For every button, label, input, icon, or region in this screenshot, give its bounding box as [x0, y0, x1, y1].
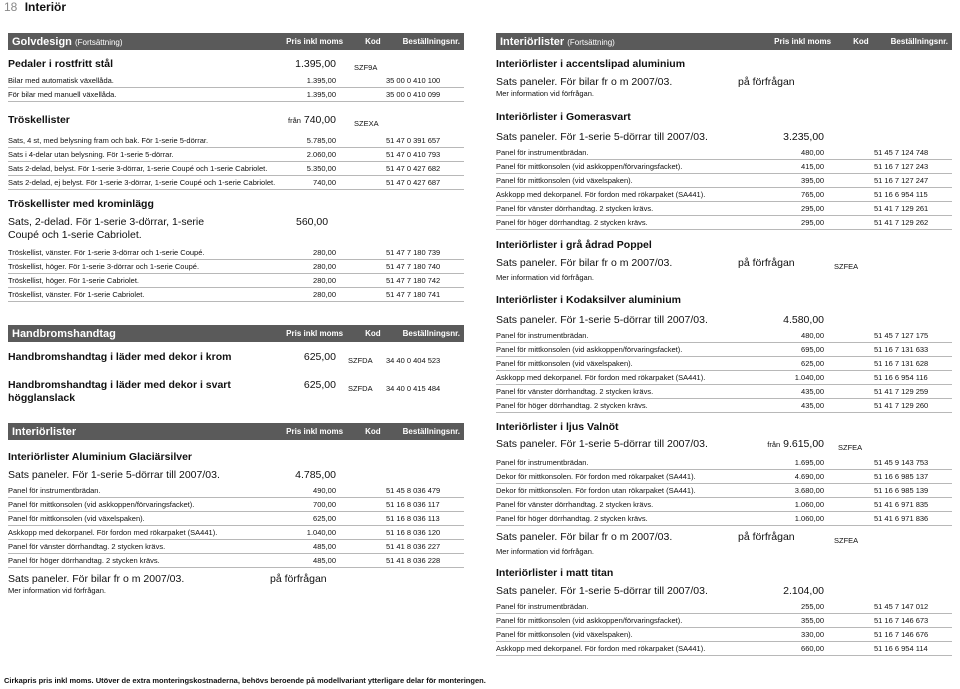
row-code — [824, 458, 874, 467]
table-row — [496, 498, 952, 512]
row-price: 355,00 — [801, 616, 824, 625]
table-row — [496, 216, 952, 230]
table-row — [496, 456, 952, 470]
row-price: 295,00 — [801, 204, 824, 213]
row-price: 485,00 — [313, 542, 336, 551]
price: 740,00 — [303, 114, 336, 126]
pedaler-rows — [8, 74, 464, 102]
ordernr-header: Beställningsnr. — [402, 329, 460, 338]
row-price: 415,00 — [801, 162, 824, 171]
set-price: 4.580,00 — [783, 314, 824, 326]
poppel-note: Mer information vid förfrågan. — [496, 273, 594, 282]
row-description: Panel för instrumentbrädan. — [496, 331, 589, 340]
row-description: Panel för mittkonsolen (vid växelspaken). — [496, 630, 633, 639]
price-header: Pris inkl moms — [286, 427, 344, 436]
kodak-set — [496, 310, 952, 327]
row-price: 1.395,00 — [306, 90, 336, 99]
accent-note: Mer information vid förfrågan. — [496, 89, 594, 98]
row-code — [824, 176, 874, 185]
row-order-number: 51 16 7 127 243 — [874, 162, 929, 171]
row-price: 700,00 — [313, 500, 336, 509]
row-price: 1.040,00 — [794, 373, 824, 382]
row-price: 280,00 — [313, 290, 336, 299]
set-price: 2.104,00 — [783, 585, 824, 597]
table-row — [8, 148, 464, 162]
row-order-number: 51 47 0 391 657 — [386, 136, 441, 145]
row-price: 490,00 — [313, 486, 336, 495]
pedaler-heading — [8, 58, 464, 74]
table-row — [8, 134, 464, 148]
row-description: Panel för vänster dörrhandtag. 2 stycken krävs. — [496, 387, 654, 396]
row-price: 1.395,00 — [306, 76, 336, 85]
row-order-number: 51 47 0 410 793 — [386, 150, 441, 159]
valnot-set — [496, 437, 952, 454]
row-order-number: 51 16 8 036 117 — [386, 500, 440, 509]
row-code — [824, 486, 874, 495]
from-label: från — [767, 440, 781, 449]
table-row — [8, 246, 464, 260]
glaciar-rows — [8, 484, 464, 568]
section-bar-interiorlister-cont — [496, 33, 952, 50]
bar-subtitle: (Fortsättning) — [567, 37, 615, 47]
titan-set — [496, 583, 952, 598]
table-row — [8, 274, 464, 288]
row-order-number: 51 45 8 036 479 — [386, 486, 441, 495]
code: SZF9A — [354, 63, 378, 72]
row-description: Sats i 4-delar utan belysning. För 1-serie 5-dörrar. — [8, 150, 174, 159]
row-description: Askkopp med dekorpanel. För fordon med rökarpaket (SA441). — [496, 373, 706, 382]
glaciar-set2 — [8, 568, 464, 586]
product-title: Handbromshandtag i läder med dekor i krom — [8, 351, 232, 363]
row-description: Panel för mittkonsolen (vid växelspaken). — [496, 176, 633, 185]
table-row — [496, 470, 952, 484]
row-code — [336, 164, 386, 173]
right-column — [496, 33, 952, 656]
row-order-number: 51 16 6 954 114 — [874, 644, 928, 653]
table-row — [496, 484, 952, 498]
hand2-row — [8, 379, 464, 405]
row-order-number: 51 47 0 427 687 — [386, 178, 441, 187]
row-description: Panel för höger dörrhandtag. 2 stycken krävs. — [496, 514, 648, 523]
row-code — [336, 262, 386, 271]
row-code — [824, 387, 874, 396]
section-bar-golvdesign — [8, 33, 464, 50]
row-order-number: 51 41 6 971 835 — [874, 500, 929, 509]
row-description: Panel för instrumentbrädan. — [496, 148, 589, 157]
row-order-number: 51 47 7 180 741 — [386, 290, 441, 299]
table-row — [496, 399, 952, 413]
row-order-number: 51 16 7 146 676 — [874, 630, 929, 639]
row-description: Panel för vänster dörrhandtag. 2 stycken krävs. — [496, 204, 654, 213]
bar-subtitle: (Fortsättning) — [74, 37, 123, 47]
spacer — [386, 114, 464, 130]
kodak-title: Interiörlister i Kodaksilver aluminium — [496, 294, 681, 306]
row-description: Panel för instrumentbrädan. — [496, 458, 589, 467]
row-description: Panel för höger dörrhandtag. 2 stycken krävs. — [8, 556, 160, 565]
set-description: Sats paneler. För bilar fr o m 2007/03. — [8, 573, 185, 585]
table-row — [496, 628, 952, 642]
table-row — [8, 484, 464, 498]
krom-title: Tröskellister med krominlägg — [8, 198, 154, 210]
set-description: Sats paneler. För 1-serie 5-dörrar till 2007/03. — [496, 585, 708, 597]
set-price: på förfrågan — [738, 257, 795, 269]
row-code — [336, 542, 386, 551]
poppel-set — [496, 255, 952, 273]
table-row — [8, 526, 464, 540]
set-price: på förfrågan — [738, 76, 795, 88]
row-code — [336, 248, 386, 257]
row-price: 280,00 — [313, 276, 336, 285]
row-description: Panel för vänster dörrhandtag. 2 stycken krävs. — [8, 542, 166, 551]
row-code — [824, 472, 874, 481]
row-order-number: 51 47 7 180 740 — [386, 262, 441, 271]
row-description: Tröskellist, vänster. För 1-serie 3-dörrar och 1-serie Coupé. — [8, 248, 205, 257]
row-order-number: 51 47 0 427 682 — [386, 164, 441, 173]
row-order-number: 35 00 0 410 099 — [386, 90, 441, 99]
row-price: 740,00 — [313, 178, 336, 187]
set-description: Sats paneler. För 1-serie 5-dörrar till 2007/03. — [8, 469, 220, 481]
row-description: Panel för instrumentbrädan. — [8, 486, 101, 495]
row-price: 1.695,00 — [794, 458, 824, 467]
table-row — [8, 288, 464, 302]
row-code — [824, 630, 874, 639]
row-order-number: 51 16 8 036 120 — [386, 528, 441, 537]
gomera-title: Interiörlister i Gomerasvart — [496, 111, 631, 123]
row-order-number: 51 45 9 143 753 — [874, 458, 929, 467]
row-code — [824, 616, 874, 625]
row-code — [336, 528, 386, 537]
row-description: Panel för instrumentbrädan. — [496, 602, 589, 611]
row-code — [336, 514, 386, 523]
row-code — [824, 190, 874, 199]
row-price: 280,00 — [313, 262, 336, 271]
section-title: Pedaler i rostfritt stål — [8, 58, 114, 70]
row-description: Askkopp med dekorpanel. För fordon med rökarpaket (SA441). — [496, 644, 706, 653]
row-price: 435,00 — [801, 387, 824, 396]
table-row — [496, 343, 952, 357]
table-row — [496, 160, 952, 174]
set-price: på förfrågan — [270, 573, 327, 585]
row-price: 3.680,00 — [794, 486, 824, 495]
row-code — [336, 486, 386, 495]
row-price: 1.060,00 — [794, 500, 824, 509]
table-row — [8, 554, 464, 568]
row-code — [824, 331, 874, 340]
row-order-number: 51 41 8 036 228 — [386, 556, 441, 565]
section-bar-interiorlister — [8, 423, 464, 440]
table-row — [496, 188, 952, 202]
gomera-set — [496, 127, 952, 144]
row-description: Panel för mittkonsolen (vid askkoppen/förvaringsfacket). — [496, 162, 683, 171]
table-row — [496, 329, 952, 343]
row-code — [824, 500, 874, 509]
table-row — [8, 512, 464, 526]
row-description: För bilar med manuell växellåda. — [8, 90, 117, 99]
bar-title: Interiörlister — [500, 35, 565, 48]
set-code: SZFEA — [838, 443, 863, 452]
bar-title: Handbromshandtag — [12, 327, 116, 340]
row-price: 1.060,00 — [794, 514, 824, 523]
set-description: Sats paneler. För bilar fr o m 2007/03. — [496, 76, 673, 88]
page-header — [4, 0, 66, 14]
valnot-set2 — [496, 526, 952, 547]
table-row — [8, 88, 464, 102]
set-price: 4.785,00 — [295, 469, 336, 481]
table-row — [496, 357, 952, 371]
bar-title: Golvdesign — [12, 35, 72, 48]
row-code — [336, 276, 386, 285]
table-row — [8, 176, 464, 190]
row-code — [336, 150, 386, 159]
ordernr-header: Beställningsnr. — [402, 427, 460, 436]
valnot-rows — [496, 456, 952, 526]
table-row — [496, 371, 952, 385]
row-code — [336, 178, 386, 187]
price-header: Pris inkl moms — [286, 37, 344, 46]
row-order-number: 51 45 7 147 012 — [874, 602, 929, 611]
row-order-number: 51 47 7 180 742 — [386, 276, 441, 285]
price-header: Pris inkl moms — [774, 37, 832, 46]
set-code: SZFEA — [834, 262, 859, 271]
row-price: 435,00 — [801, 401, 824, 410]
row-description: Dekor för mittkonsolen. För fordon utan rökarpaket (SA441). — [496, 486, 696, 495]
row-price: 660,00 — [801, 644, 824, 653]
row-order-number: 51 16 7 131 628 — [874, 359, 929, 368]
row-order-number: 35 00 0 410 100 — [386, 76, 441, 85]
gomera-rows — [496, 146, 952, 230]
bar-title: Interiörlister — [12, 425, 77, 438]
set-description: Sats paneler. För 1-serie 5-dörrar till 2007/03. — [496, 131, 708, 143]
ordernr-header: Beställningsnr. — [890, 37, 948, 46]
table-row — [496, 202, 952, 216]
page-number: 18 — [4, 0, 18, 14]
row-description: Panel för mittkonsolen (vid askkoppen/förvaringsfacket). — [496, 345, 683, 354]
row-price: 295,00 — [801, 218, 824, 227]
titan-rows — [496, 600, 952, 656]
row-order-number: 51 16 8 036 113 — [386, 514, 440, 523]
order-number: 34 40 0 404 523 — [386, 356, 441, 365]
set-description: Sats paneler. För 1-serie 5-dörrar till 2007/03. — [496, 314, 708, 326]
row-price: 625,00 — [313, 514, 336, 523]
table-row — [8, 540, 464, 554]
code-header: Kod — [365, 37, 381, 46]
table-row — [496, 614, 952, 628]
row-code — [824, 204, 874, 213]
glaciar-title: Interiörlister Aluminium Glaciärsilver — [8, 451, 193, 463]
table-row — [496, 174, 952, 188]
set-price: 9.615,00 — [783, 438, 824, 450]
row-code — [336, 90, 386, 99]
row-description: Dekor för mittkonsolen. För fordon med rökarpaket (SA441). — [496, 472, 696, 481]
row-code — [336, 290, 386, 299]
code-header: Kod — [365, 329, 381, 338]
row-description: Panel för mittkonsolen (vid växelspaken). — [496, 359, 633, 368]
glaciar-set — [8, 467, 464, 482]
row-price: 5.350,00 — [306, 164, 336, 173]
order-number: 34 40 0 415 484 — [386, 384, 441, 393]
row-description: Panel för mittkonsolen (vid växelspaken). — [8, 514, 145, 523]
row-code — [336, 500, 386, 509]
row-description: Askkopp med dekorpanel. För fordon med rökarpaket (SA441). — [496, 190, 706, 199]
row-code — [824, 373, 874, 382]
row-description: Panel för höger dörrhandtag. 2 stycken krävs. — [496, 218, 648, 227]
row-price: 2.060,00 — [306, 150, 336, 159]
row-code — [824, 359, 874, 368]
row-order-number: 51 41 6 971 836 — [874, 514, 929, 523]
accent-title: Interiörlister i accentslipad aluminium — [496, 58, 686, 70]
price: 625,00 — [303, 351, 336, 363]
row-code — [824, 401, 874, 410]
row-order-number: 51 45 7 124 748 — [874, 148, 929, 157]
product-title: Handbromshandtag i läder med dekor i svart högglanslack — [8, 379, 231, 404]
set-price: 3.235,00 — [783, 131, 824, 143]
code: SZFDA — [348, 384, 373, 393]
row-price: 625,00 — [801, 359, 824, 368]
row-order-number: 51 16 6 985 137 — [874, 472, 929, 481]
table-row — [496, 642, 952, 656]
table-row — [496, 385, 952, 399]
titan-title: Interiörlister i matt titan — [496, 567, 614, 579]
row-order-number: 51 16 7 127 247 — [874, 176, 929, 185]
page-title: Interiör — [24, 0, 67, 14]
row-description: Tröskellist, vänster. För 1-serie Cabriolet. — [8, 290, 145, 299]
row-order-number: 51 41 7 129 261 — [874, 204, 929, 213]
row-description: Askkopp med dekorpanel. För fordon med rökarpaket (SA441). — [8, 528, 218, 537]
row-code — [336, 136, 386, 145]
section-title: Tröskellister — [8, 114, 70, 126]
row-price: 5.785,00 — [306, 136, 336, 145]
row-order-number: 51 16 6 985 139 — [874, 486, 929, 495]
hand1-row — [8, 351, 464, 367]
row-description: Panel för vänster dörrhandtag. 2 stycken krävs. — [496, 500, 654, 509]
row-order-number: 51 45 7 127 175 — [874, 331, 929, 340]
table-row — [8, 260, 464, 274]
troskel-heading — [8, 114, 464, 130]
set-price: 560,00 — [296, 216, 329, 228]
row-price: 330,00 — [801, 630, 824, 639]
row-order-number: 51 16 7 146 673 — [874, 616, 929, 625]
krom-rows — [8, 246, 464, 302]
from-label: från — [288, 116, 301, 125]
row-code — [824, 162, 874, 171]
table-row — [8, 498, 464, 512]
row-price: 765,00 — [801, 190, 824, 199]
row-price: 255,00 — [801, 602, 824, 611]
krom-set — [8, 214, 464, 242]
row-description: Panel för höger dörrhandtag. 2 stycken krävs. — [496, 401, 648, 410]
accent-set — [496, 74, 952, 89]
row-order-number: 51 41 7 129 262 — [874, 218, 929, 227]
row-price: 480,00 — [801, 331, 824, 340]
row-price: 4.690,00 — [794, 472, 824, 481]
set-description: Sats paneler. För 1-serie 5-dörrar till 2007/03. — [496, 438, 708, 450]
row-description: Tröskellist, höger. För 1-serie 3-dörrar och 1-serie Coupé. — [8, 262, 200, 271]
row-price: 485,00 — [313, 556, 336, 565]
row-description: Panel för mittkonsolen (vid askkoppen/förvaringsfacket). — [496, 616, 683, 625]
footer-note: Cirkapris pris inkl moms. Utöver de extra monteringskostnaderna, behövs beroende på modellvariant ytterligare delar för monteringen. — [4, 676, 486, 685]
left-column — [8, 33, 464, 596]
section-bar-handbroms — [8, 325, 464, 342]
price: 1.395,00 — [295, 58, 336, 70]
code: SZEXA — [354, 119, 379, 128]
row-description: Sats, 4 st, med belysning fram och bak. För 1-serie 5-dörrar. — [8, 136, 209, 145]
row-code — [336, 76, 386, 85]
code-header: Kod — [365, 427, 381, 436]
price-header: Pris inkl moms — [286, 329, 344, 338]
row-price: 395,00 — [801, 176, 824, 185]
row-order-number: 51 41 7 129 259 — [874, 387, 929, 396]
set-description: Sats paneler. För bilar fr o m 2007/03. — [496, 531, 673, 543]
row-code — [336, 556, 386, 565]
row-code — [824, 644, 874, 653]
poppel-title: Interiörlister i grå ådrad Poppel — [496, 239, 652, 251]
spacer — [386, 58, 464, 74]
set-description: Sats, 2-delad. För 1-serie 3-dörrar, 1-serie Coupé och 1-serie Cabriolet. — [8, 216, 205, 241]
table-row — [496, 600, 952, 614]
row-price: 695,00 — [801, 345, 824, 354]
kodak-rows — [496, 329, 952, 413]
row-order-number: 51 16 6 954 116 — [874, 373, 928, 382]
set-description: Sats paneler. För bilar fr o m 2007/03. — [496, 257, 673, 269]
row-price: 480,00 — [801, 148, 824, 157]
row-code — [824, 345, 874, 354]
row-order-number: 51 41 7 129 260 — [874, 401, 929, 410]
row-order-number: 51 41 8 036 227 — [386, 542, 441, 551]
set-code: SZFEA — [834, 536, 859, 545]
set-price: på förfrågan — [738, 531, 795, 543]
code-header: Kod — [853, 37, 869, 46]
row-description: Bilar med automatisk växellåda. — [8, 76, 114, 85]
troskel-rows — [8, 134, 464, 190]
row-description: Tröskellist, höger. För 1-serie Cabriolet. — [8, 276, 140, 285]
row-description: Sats 2-delad, belyst. För 1-serie 3-dörrar, 1-serie Coupé och 1-serie Cabriolet. — [8, 164, 268, 173]
row-price: 280,00 — [313, 248, 336, 257]
price: 625,00 — [303, 379, 336, 391]
glaciar-note: Mer information vid förfrågan. — [8, 586, 106, 595]
valnot-title: Interiörlister i ljus Valnöt — [496, 421, 619, 433]
code: SZFDA — [348, 356, 373, 365]
ordernr-header: Beställningsnr. — [402, 37, 460, 46]
row-code — [824, 602, 874, 611]
row-code — [824, 218, 874, 227]
row-description: Panel för mittkonsolen (vid askkoppen/förvaringsfacket). — [8, 500, 195, 509]
row-order-number: 51 16 7 131 633 — [874, 345, 929, 354]
row-price: 1.040,00 — [306, 528, 336, 537]
row-order-number: 51 47 7 180 739 — [386, 248, 441, 257]
table-row — [496, 146, 952, 160]
table-row — [496, 512, 952, 526]
row-description: Sats 2-delad, ej belyst. För 1-serie 3-dörrar, 1-serie Coupé och 1-serie Cabriolet. — [8, 178, 276, 187]
table-row — [8, 162, 464, 176]
row-code — [824, 514, 874, 523]
row-code — [824, 148, 874, 157]
row-order-number: 51 16 6 954 115 — [874, 190, 928, 199]
table-row — [8, 74, 464, 88]
valnot-note: Mer information vid förfrågan. — [496, 547, 594, 556]
